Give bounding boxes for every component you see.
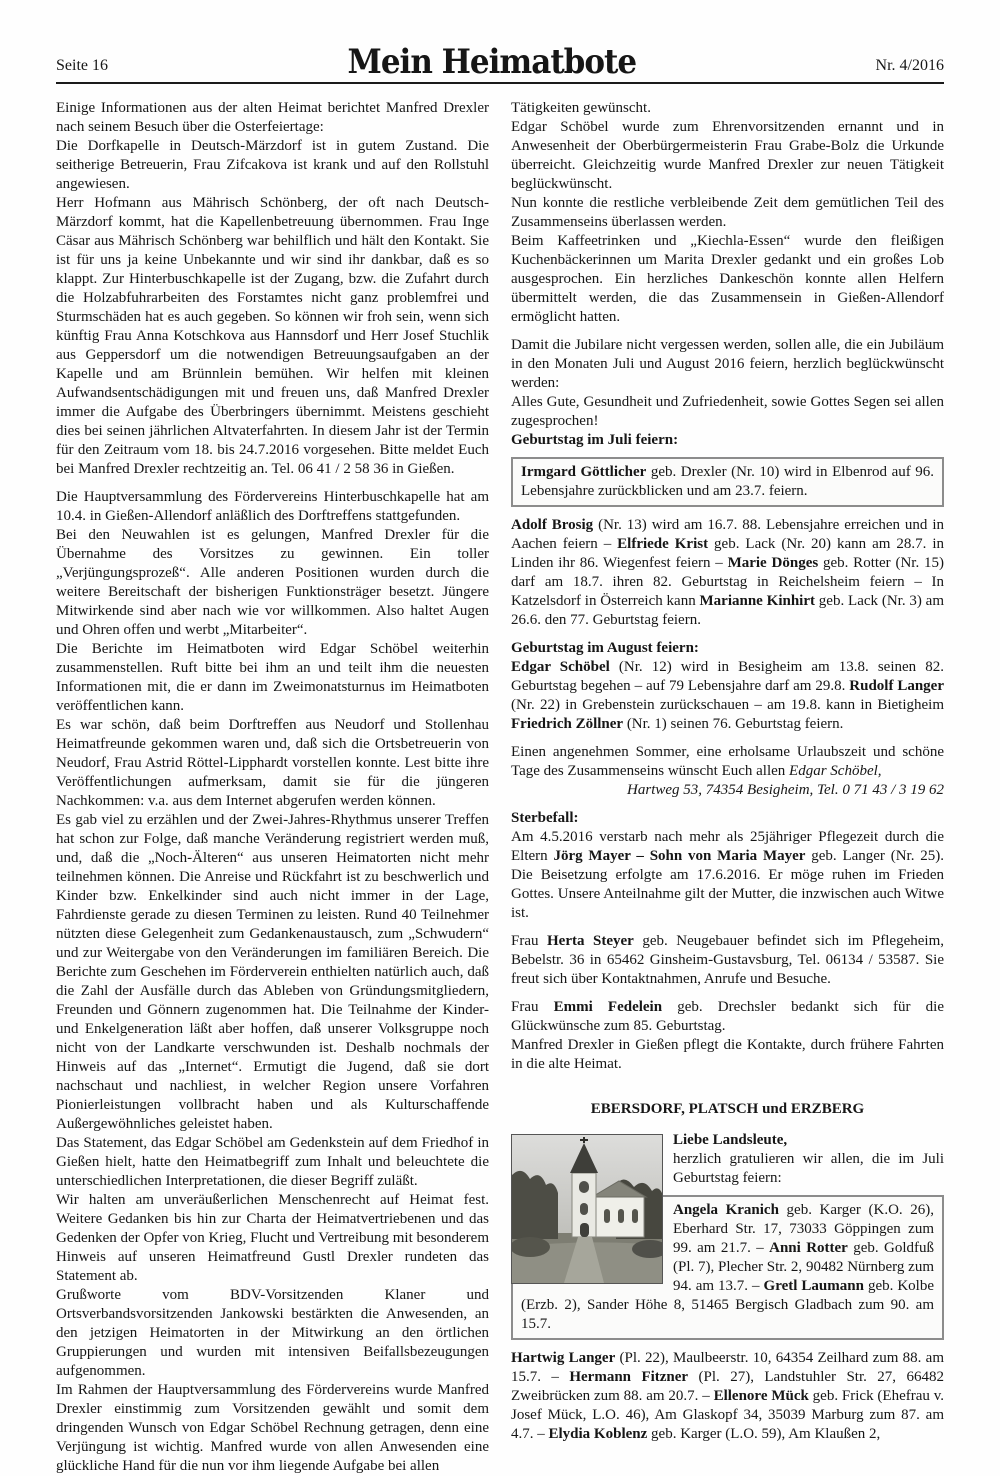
paragraph: Es gab viel zu erzählen und der Zwei-Jahres-Rhythmus unserer Treffen hat schon zur Folge, daß manche Veränderung registriert werden muß, und, daß die „Noch-Älteren“ aus unseren Heimatorten nicht mehr teilnehmen können. Die Anreise und Rückfahrt ist zu beschwerlich und Kinder bzw. Enkelkinder sind auch nicht immer in der Lage, Fahrdienste gerade zu diesen Terminen zu leisten. Rund 40 Teilnehmer nützten diese Gelegenheit zum Gedankenaustausch, zum „Schwudern“ und zur Weitergabe von den Veränderungen im familiären Bereich. Die Berichte zum Geschehen im Förderverein enthielten natürlich auch, daß die Zahl der Ausfälle durch das Ableben von Gründungsmitgliedern, Freunden und Gönnern zugenommen hat. Die Teilnahme der Kinder- und Enkelgeneration läßt aber hoffen, daß unserer Volksgruppe noch nicht von der Landkarte verschwunden ist. Deshalb nochmals der Hinweis auf das „Internet“. Ermutigt die Jugend, daß sie dort nachschaut und nachliest, in welcher Region unsere Vorfahren Pionierleistungen vollbracht haben und als Kulturschaffende Außergewöhnliches geleistet haben. (56, 812, 489, 1132)
paragraph: Die Hauptversammlung des Fördervereins Hinterbuschkapelle hat am 10.4. in Gießen-Allendorf anläßlich des Dorftreffens stattgefunden. (56, 489, 489, 524)
birthday-july-heading: Geburtstag im Juli feiern: (511, 432, 679, 448)
paragraph: Im Rahmen der Hauptversammlung des Fördervereins wurde Manfred Drexler einstimmig zum Vorsitzenden gewählt und somit dem dringenden Wunsch von Edgar Schöbel Rechnung getragen, denn eine Verjüngung ist wichtig. Manfred wurde von allen Anwesenden eine glückliche Hand für die nun vor ihm liegende Aufgabe bei allen (56, 1382, 489, 1474)
paragraph: Irmgard Göttlicher geb. Drexler (Nr. 10) wird in Elbenrod auf 96. Lebensjahre zurückblicken und am 23.7. feiern. (521, 464, 934, 499)
page-number: Seite 16 (56, 57, 108, 74)
greeting-body: herzlich gratulieren wir allen, die im Juli Geburtstag feiern: (673, 1151, 944, 1186)
paragraph: Adolf Brosig (Nr. 13) wird am 16.7. 88. Lebensjahre erreichen und in Aachen feiern – Elfriede Krist geb. Lack (Nr. 20) kann am 28.7. in Linden ihr 86. Wiegenfest feiern – Marie Dönges geb. Rotter (Nr. 15) darf am 18.7. ihren 82. Geburtstag in Reichelsheim feiern – In Katzelsdorf in Österreich kann Marianne Kinhirt geb. Lack (Nr. 3) am 26.6. den 77. Geburtstag feiern. (511, 517, 945, 628)
paragraph: Bei den Neuwahlen ist es gelungen, Manfred Drexler für die Übernahme des Vorsitzes zu gewinnen. Ein toller „Verjüngungsprozeß“. Alle anderen Positionen wurden durch die weitere Bereitschaft der bisherigen Funktionsträger besetzt. Jüngere Mitwirkende sind aber nach wie vor willkommen. Also haltet Augen und Ohren offen und werbt „Mitarbeiter“. (56, 527, 489, 638)
masthead: Mein Heimatbote (347, 42, 637, 82)
paragraph: Die Berichte im Heimatboten wird Edgar Schöbel weiterhin zusammenstellen. Ruft bitte bei ihm an und teilt ihm die neuesten Informationen mit, die er dann im Zweimonatsturnus im Heimatboten veröffentlichen kann. (56, 641, 489, 714)
church-photo (511, 1134, 663, 1284)
birthday-august-heading: Geburtstag im August feiern: (511, 640, 699, 656)
greeting-title: Liebe Landsleute, (673, 1132, 788, 1148)
section-heading: EBERSDORF, PLATSCH und ERZBERG (590, 1101, 865, 1117)
village-section (511, 1131, 944, 1340)
paragraph: Am 4.5.2016 verstarb nach mehr als 25jähriger Pflegezeit durch die Eltern Jörg Mayer – Sohn von Maria Mayer geb. Langer (Nr. 25). Die Beisetzung erfolgte am 17.6.2016. Er möge ruhen im Frieden Gottes. Unsere Anteilnahme gilt der Mutter, die inzwischen auch Witwe ist. (511, 829, 945, 921)
birthday-box-july (511, 457, 944, 507)
sterbefall-heading: Sterbefall: (511, 810, 579, 826)
paragraph: Alles Gute, Gesundheit und Zufriedenheit, sowie Gottes Segen sei allen zugesprochen! (511, 394, 944, 429)
header-rule (56, 82, 944, 84)
paragraph: Angela Kranich geb. Karger (K.O. 26), Eberhard Str. 17, 73033 Göppingen zum 99. am 21.7. – Anni Rotter geb. Goldfuß (Pl. 7), Plecher Str. 2, 90482 Nürnberg zum 94. am 13.7. – Gretl Laumann geb. Kolbe (Erzb. 2), Sander Höhe 8, 51465 Bergisch Gladbach zum 90. am 15.7. (521, 1202, 935, 1332)
paragraph: Grußworte vom BDV-Vorsitzenden Klaner und Ortsverbandsvorsitzenden Jankowski bestärkten die Anwesenden, an den jetzigen Heimatorten in der Mitwirkung an den örtlichen Gruppierungen und wurden mit intensiven Beifallsbezeugungen aufgenommen. (56, 1287, 489, 1379)
paragraph: Herr Hofmann aus Mährisch Schönberg, der oft nach Deutsch-Märzdorf kommt, hat die Kapellenbetreuung übernommen. Frau Inge Cäsar aus Mährisch Schönberg war behilflich und hält den Kontakt. Sie ist für uns ja keine Unbekannte und wir sind ihr dankbar, daß es so klappt. Zur Hinterbuschkapelle ist der Zugang, bzw. die Zufahrt durch die Holzabfuhrarbeiten des Forstamtes nicht ganz problemfrei und Sturmschäden hat es auch gegeben. So können wir froh sein, wenn sich künftig Frau Anna Kotschkova aus Hannsdorf und Herr Josef Stuchlik aus Geppersdorf um die notwendigen Betreuungsaufgaben an der Kapelle und am Brünnlein bemühen. Wir helfen mit kleinen Aufwandsentschädigungen mit und freuen uns, daß Manfred Drexler immer die Aufgabe des Überbringers übernimmt. Meistens geschieht dies bei seinen jährlichen Altvaterfahrten. In diesem Jahr ist der Termin für den Zeitraum vom 18. bis 24.7.2016 vorgesehen. Bitte meldet Euch bei Manfred Drexler rechtzeitig an. Tel. 06 41 / 2 58 36 in Gießen. (56, 195, 489, 477)
church-photo-svg (512, 1135, 662, 1283)
paragraph: Nun konnte die restliche verbleibende Zeit dem gemütlichen Teil des Zusammenseins überlassen werden. (511, 195, 944, 230)
page-header (56, 34, 944, 82)
paragraph: Hartwig Langer (Pl. 22), Maulbeerstr. 10, 64354 Zeilhard zum 88. am 15.7. – Hermann Fitzner (Pl. 27), Landstuhler Str. 27, 66482 Zweibrücken zum 88. am 20.7. – Ellenore Mück geb. Frick (Ehefrau v. Josef Mück, L.O. 46), Am Glaskopf 34, 35039 Marburg zum 87. am 4.7. – Elydia Koblenz geb. Karger (L.O. 59), Am Klaußen 2, (511, 1350, 945, 1442)
left-column (56, 99, 489, 1476)
paragraph: Damit die Jubilare nicht vergessen werden, sollen alle, die ein Jubiläum in den Monaten Juli und August 2016 feiern, herzlich beglückwünscht werden: (511, 337, 944, 391)
right-column (511, 99, 944, 1476)
paragraph: Frau Emmi Fedelein geb. Drechsler bedankt sich für die Glückwünsche zum 85. Geburtstag. (511, 999, 944, 1034)
signature-address: Hartweg 53, 74354 Besigheim, Tel. 0 71 43 / 3 19 62 (627, 782, 944, 798)
paragraph: Einen angenehmen Sommer, eine erholsame Urlaubszeit und schöne Tage des Zusammenseins wünscht Euch allen Edgar Schöbel, (511, 744, 944, 779)
paragraph: Frau Herta Steyer geb. Neugebauer befindet sich im Pflegeheim, Bebelstr. 36 in 65462 Ginsheim-Gustavsburg, Tel. 06134 / 53587. Sie freut sich über Kontaktnahmen, Anrufe und Besuche. (511, 933, 944, 987)
paragraph: Es war schön, daß beim Dorftreffen aus Neudorf und Stollenhau Heimatfreunde gekommen waren und, daß sich die Ortsbetreuerin von Neudorf, Frau Astrid Röttel-Lipphardt vorstellen konnte. Lest bitte ihre Veröffentlichungen aufmerksam, damit sie für die jüngeren Nachkommen: v.a. aus dem Internet abgerufen werden können. (56, 717, 489, 809)
paragraph: Tätigkeiten gewünscht. (511, 100, 651, 116)
article-columns (56, 99, 944, 1476)
paragraph: Edgar Schöbel (Nr. 12) wird in Besigheim am 13.8. seinen 82. Geburtstag begehen – auf 79 Lebensjahre darf am 29.8. Rudolf Langer (Nr. 22) in Grebenstein zurückschauen – am 19.8. kann in Bietigheim Friedrich Zöllner (Nr. 1) seinen 76. Geburtstag feiern. (511, 659, 945, 732)
paragraph: Beim Kaffeetrinken und „Kiechla-Essen“ wurde den fleißigen Kuchenbäckerinnen um Marita Drexler gedankt und ein großes Lob ausgesprochen. Ein herzliches Dankeschön konnte allen Helfern übermittelt werden, die das Zusammensein in Gießen-Allendorf ermöglicht hatten. (511, 233, 944, 325)
paragraph: Einige Informationen aus der alten Heimat berichtet Manfred Drexler nach seinem Besuch über die Osterfeiertage: (56, 100, 489, 135)
paragraph: Manfred Drexler in Gießen pflegt die Kontakte, durch frühere Fahrten in die alte Heimat. (511, 1037, 944, 1072)
paragraph: Wir halten am unveräußerlichen Menschenrecht auf Heimat fest. Weitere Gedanken bis hin zur Charta der Heimatvertriebenen und das Gedenken der Opfer von Krieg, Flucht und Vertreibung mit besonderem Hinweis auf unseren Heimatfreund Gustl Drexler rundeten das Statement ab. (56, 1192, 489, 1284)
paragraph: Die Dorfkapelle in Deutsch-Märzdorf ist in gutem Zustand. Die seitherige Betreuerin, Frau Zifcakova ist krank und auf den Rollstuhl angewiesen. (56, 138, 489, 192)
issue-number: Nr. 4/2016 (875, 57, 944, 74)
paragraph: Das Statement, das Edgar Schöbel am Gedenkstein auf dem Friedhof in Gießen hielt, hatte den Heimatbegriff zum Inhalt und beleuchtete die unterschiedlichen Interpretationen, die dieser Begriff zuläßt. (56, 1135, 489, 1189)
paragraph: Edgar Schöbel wurde zum Ehrenvorsitzenden ernannt und in Anwesenheit der Oberbürgermeisterin Frau Grabe-Bolz die Urkunde überreicht. Gleichzeitig wurde Manfred Drexler zur neuen Tätigkeit beglückwünscht. (511, 119, 944, 192)
